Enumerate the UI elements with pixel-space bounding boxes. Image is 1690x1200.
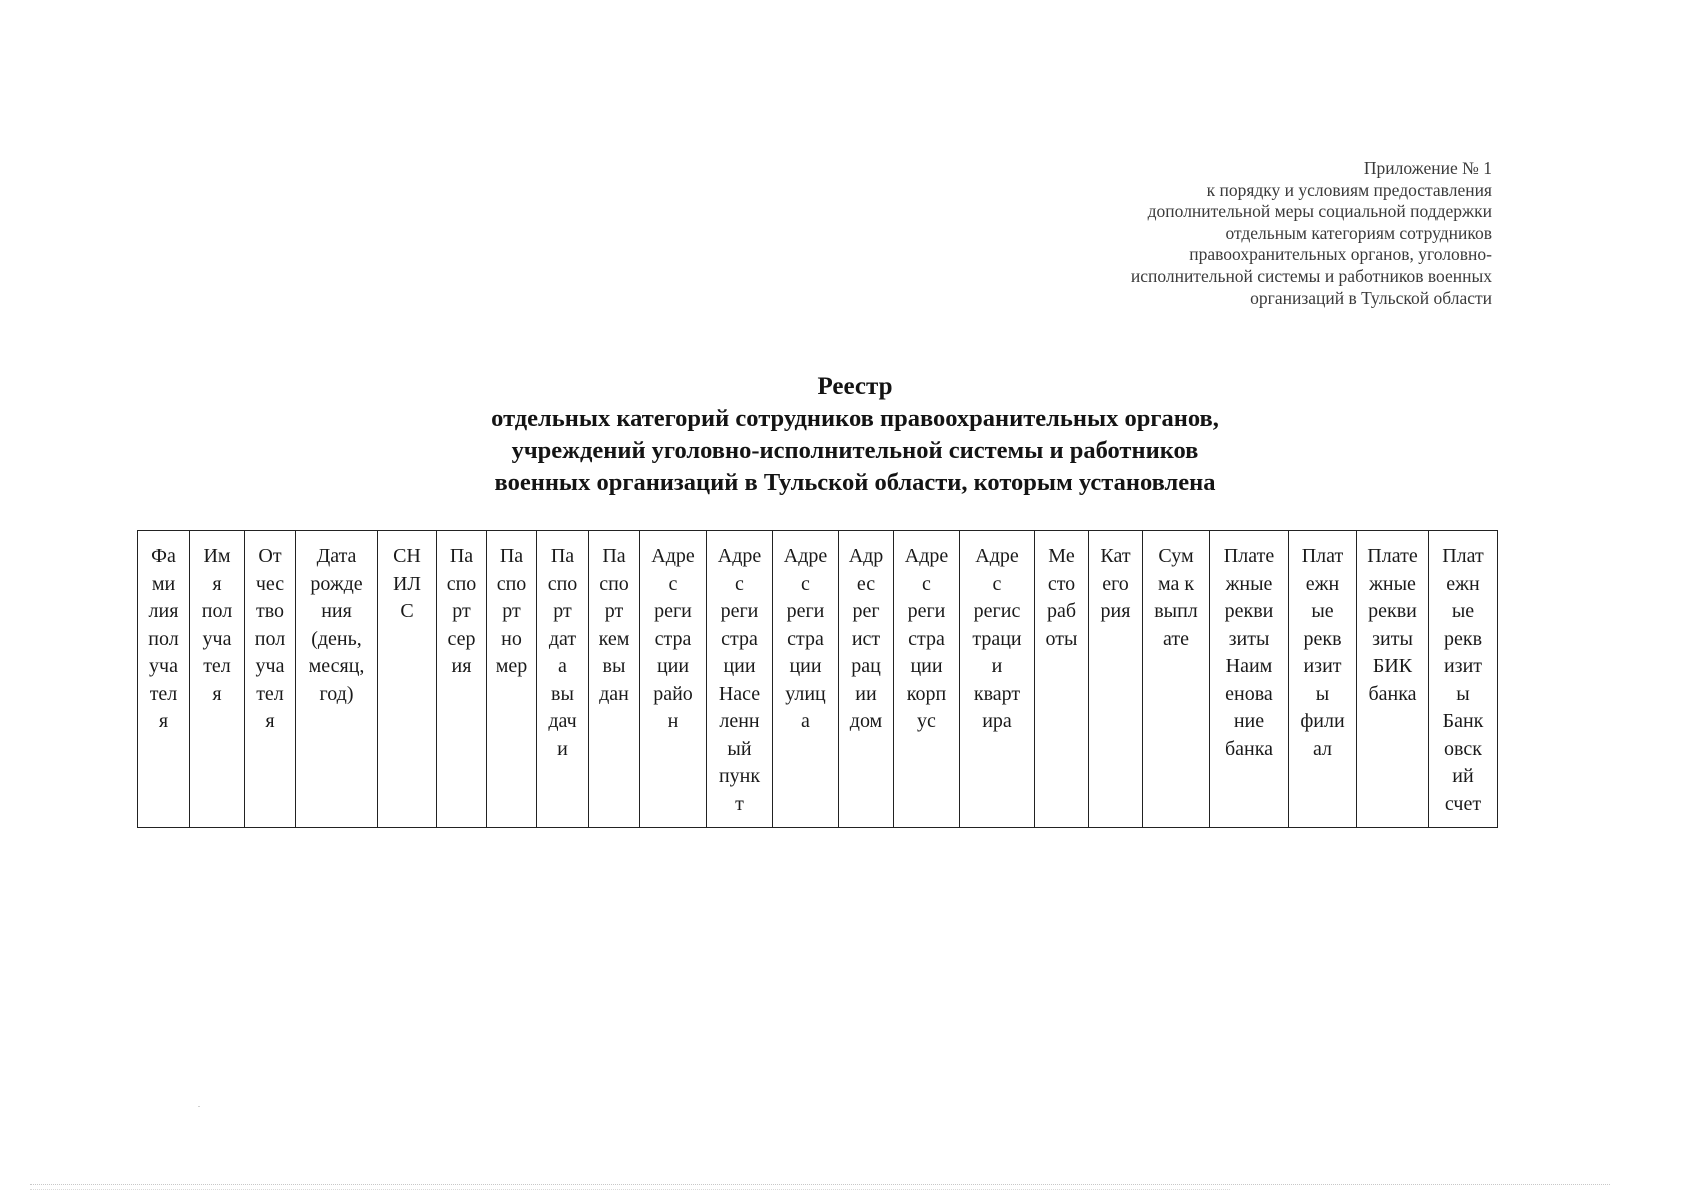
column-header-bank-bik: Плате жные рекви зиты БИК банка (1357, 531, 1429, 828)
title-line: отдельных категорий сотрудников правоохранительных органов, (491, 405, 1219, 432)
column-header-address-district: Адре с реги стра ции райо н (640, 531, 707, 828)
column-header-patronymic: От чес тво пол уча тел я (245, 531, 296, 828)
scan-artifact-line (30, 1189, 1230, 1190)
column-header-passport-series: Па спо рт сер ия (437, 531, 487, 828)
registry-table (137, 530, 1498, 828)
column-header-bank-branch: Плат ежн ые рекв изит ы фили ал (1289, 531, 1357, 828)
table-header-row (138, 531, 1498, 828)
appendix-line: исполнительной системы и работников военных (1130, 265, 1492, 286)
column-header-bank-name: Плате жные рекви зиты Наим енова ние банка (1210, 531, 1289, 828)
column-header-passport-issue-date: Па спо рт дат а вы дач и (537, 531, 589, 828)
column-header-bank-account: Плат ежн ые рекв изит ы Банк овск ий счет (1429, 531, 1498, 828)
appendix-line: правоохранительных органов, уголовно- (1189, 244, 1492, 265)
column-header-first-name: Им я пол уча тел я (190, 531, 245, 828)
appendix-line: отдельным категориям сотрудников (1225, 222, 1492, 243)
appendix-line: к порядку и условиям предоставления (1206, 179, 1492, 200)
column-header-category: Кат его рия (1089, 531, 1143, 828)
scan-artifact-line (30, 1184, 1610, 1185)
column-header-last-name: Фа ми лия пол уча тел я (138, 531, 190, 828)
column-header-birth-date: Дата рожде ния (день, месяц, год) (296, 531, 378, 828)
column-header-address-street: Адре с реги стра ции улиц а (773, 531, 839, 828)
column-header-address-apartment: Адре с регис траци и кварт ира (960, 531, 1035, 828)
column-header-snils: СН ИЛ С (378, 531, 437, 828)
column-header-payment-amount: Сум ма к выпл ате (1143, 531, 1210, 828)
title-heading: Реестр (817, 373, 893, 400)
appendix-line: Приложение № 1 (1363, 158, 1492, 178)
column-header-address-building: Адре с реги стра ции корп ус (894, 531, 960, 828)
column-header-workplace: Ме сто раб оты (1035, 531, 1089, 828)
column-header-address-locality: Адре с реги стра ции Насе ленн ый пунк т (707, 531, 773, 828)
appendix-note (972, 158, 1492, 309)
appendix-line: дополнительной меры социальной поддержки (1147, 201, 1492, 222)
column-header-passport-number: Па спо рт но мер (487, 531, 537, 828)
column-header-address-house: Адр ес рег ист рац ии дом (839, 531, 894, 828)
scan-artifact (198, 1106, 200, 1107)
appendix-line: организаций в Тульской области (1250, 287, 1492, 308)
document-title (140, 371, 1570, 499)
column-header-passport-issued-by: Па спо рт кем вы дан (589, 531, 640, 828)
title-line: военных организаций в Тульской области, которым установлена (494, 469, 1216, 496)
title-line: учреждений уголовно-исполнительной системы и работников (511, 437, 1199, 464)
